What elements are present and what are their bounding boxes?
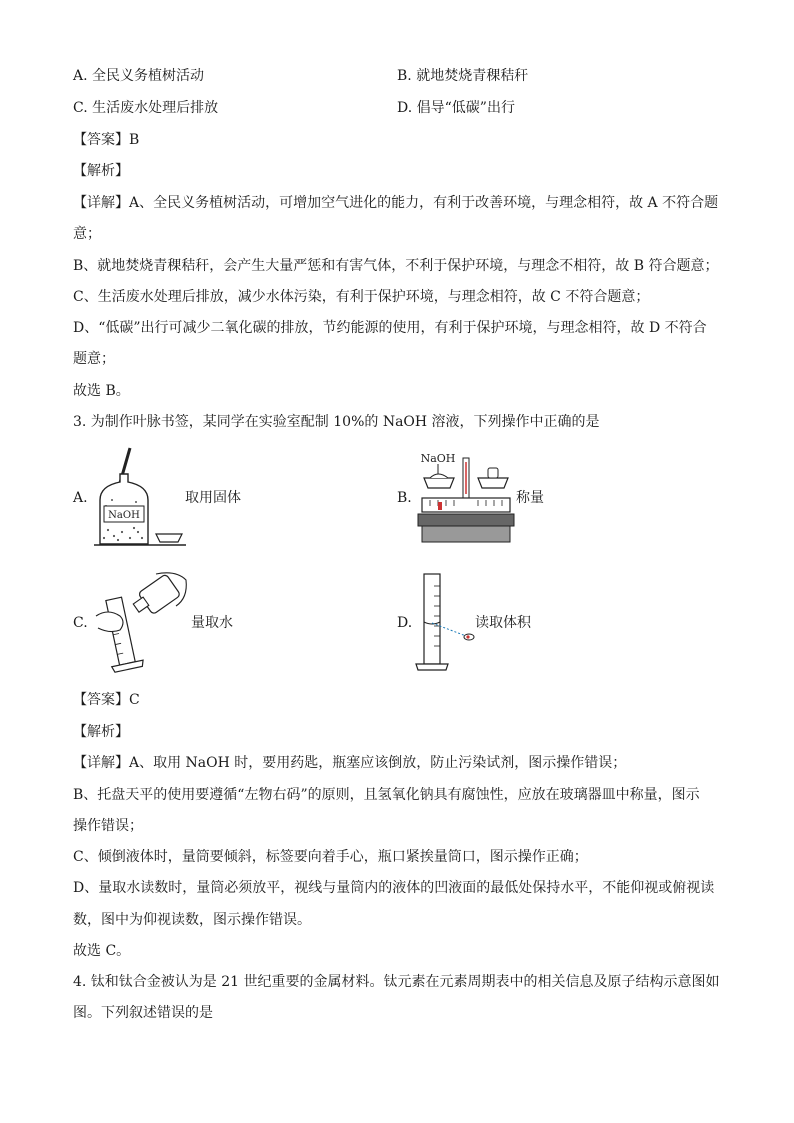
fig-a-bottle-label: NaOH [108, 510, 140, 521]
fig-d-reading-illustration [414, 570, 480, 674]
fig-c-pouring-illustration [92, 568, 192, 676]
option-a: A. 全民义务植树活动 [73, 68, 205, 84]
q3-detail-line: D、量取水读数时，量筒必须放平，视线与量筒内的液体的凹液面的最低处保持水平，不能仰视或俯视读 [73, 880, 715, 896]
option-b: B. 就地焚烧青稞秸秆 [397, 68, 529, 84]
q2-detail-line: 【详解】A、全民义务植树活动，可增加空气进化的能力，有利于改善环境，与理念相符，故 A 不符合题 [73, 195, 719, 211]
q2-detail-line: D、“低碳”出行可减少二氧化碳的排放，节约能源的使用，有利于保护环境，与理念相符，故 D 不符合 [73, 320, 707, 336]
fig-b-letter: B. [397, 490, 412, 506]
q2-detail-line: 故选 B。 [73, 383, 130, 399]
q2-analysis-label: 【解析】 [73, 163, 129, 179]
fig-c-caption: 量取水 [191, 615, 233, 631]
q3-answer: 【答案】C [73, 692, 140, 708]
q4-stem-line: 4. 钛和钛合金被认为是 21 世纪重要的金属材料。钛元素在元素周期表中的相关信息及原子结构示意图如 [73, 974, 720, 990]
fig-b-caption: 称量 [516, 490, 544, 506]
fig-b-balance-illustration [416, 448, 516, 548]
q3-detail-line: B、托盘天平的使用要遵循“左物右码”的原则，且氢氧化钠具有腐蚀性，应放在玻璃器皿中称量，图示 [73, 787, 700, 803]
q3-detail-line: C、倾倒液体时，量筒要倾斜，标签要向着手心，瓶口紧挨量筒口，图示操作正确； [73, 849, 588, 865]
fig-d-letter: D. [397, 615, 413, 631]
q3-detail-line: 故选 C。 [73, 943, 131, 959]
fig-a-bottle-spoon-illustration [92, 444, 187, 550]
fig-c-letter: C. [73, 615, 88, 631]
q3-detail-line: 数，图中为仰视读数，图示操作错误。 [73, 912, 311, 928]
fig-d-caption: 读取体积 [475, 615, 531, 631]
fig-a-letter: A. [73, 490, 88, 506]
q3-detail-line: 操作错误； [73, 818, 143, 834]
q2-detail-line: 意； [73, 226, 101, 242]
q3-stem: 3. 为制作叶脉书签，某同学在实验室配制 10%的 NaOH 溶液，下列操作中正确的是 [73, 414, 600, 430]
fig-a-caption: 取用固体 [185, 490, 241, 506]
q3-detail-line: 【详解】A、取用 NaOH 时，要用药匙，瓶塞应该倒放，防止污染试剂，图示操作错误； [73, 755, 627, 771]
fig-b-label: NaOH [420, 452, 456, 465]
q4-stem-line: 图。下列叙述错误的是 [73, 1005, 213, 1021]
option-c: C. 生活废水处理后排放 [73, 100, 219, 116]
q3-analysis-label: 【解析】 [73, 724, 129, 740]
option-d: D. 倡导“低碳”出行 [397, 100, 515, 116]
q2-detail-line: B、就地焚烧青稞秸秆，会产生大量严惩和有害气体，不利于保护环境，与理念不相符，故 B 符合题意； [73, 258, 719, 274]
q2-detail-line: C、生活废水处理后排放，减少水体污染，有利于保护环境，与理念相符，故 C 不符合题意； [73, 289, 650, 305]
q2-answer: 【答案】B [73, 132, 140, 148]
q2-detail-line: 题意； [73, 351, 115, 367]
